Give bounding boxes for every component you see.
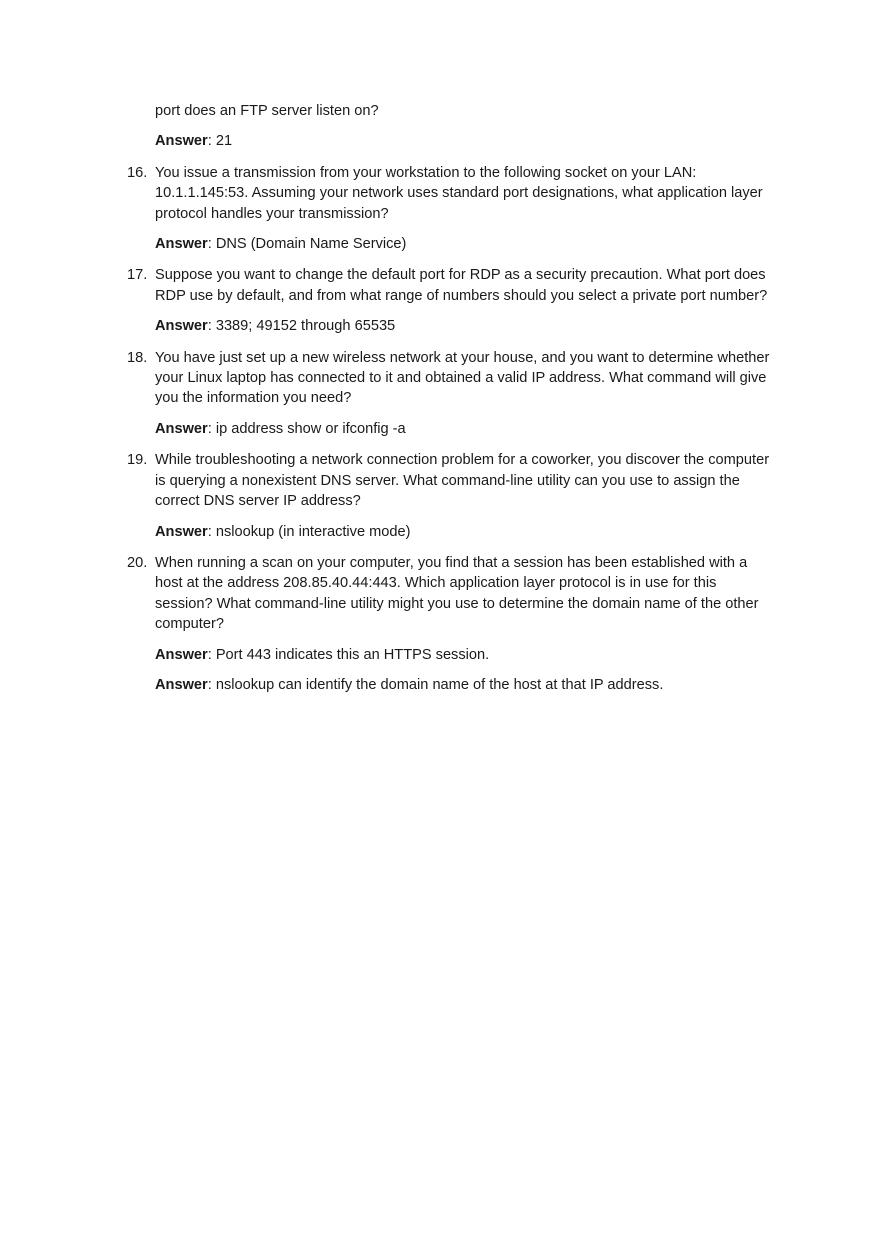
question-number: 16.: [127, 164, 148, 181]
page-content: [127, 101, 777, 695]
question-number: 18.: [127, 349, 148, 366]
question-18: [127, 348, 777, 409]
question-17: [127, 265, 777, 306]
question-number: 17.: [127, 267, 148, 284]
answer-text: : nslookup (in interactive mode): [207, 523, 411, 540]
answer-19: [127, 522, 777, 542]
answer-16: [127, 234, 777, 254]
question-16: [127, 163, 777, 224]
question-number: 19.: [127, 452, 148, 469]
answer-15: [127, 131, 777, 151]
answer-label: Answer: [155, 133, 208, 150]
answer-label: Answer: [155, 318, 208, 335]
question-number: 20.: [127, 554, 148, 571]
question-text: Suppose you want to change the default port for RDP as a security precaution. What port does RDP use by default, and from what range of numbers should you select a private port number?: [155, 267, 768, 304]
answer-20-b: [127, 675, 777, 695]
question-19: [127, 450, 777, 511]
answer-text: : DNS (Domain Name Service): [207, 236, 407, 253]
question-text: You have just set up a new wireless network at your house, and you want to determine whether your Linux laptop has connected to it and obtained a valid IP address. What command will give you the information you need?: [155, 349, 770, 407]
answer-text: : 3389; 49152 through 65535: [207, 318, 396, 335]
answer-label: Answer: [155, 420, 208, 437]
answer-label: Answer: [155, 676, 208, 693]
answer-18: [127, 419, 777, 439]
answer-text: : Port 443 indicates this an HTTPS session.: [207, 646, 490, 663]
question-text: You issue a transmission from your workstation to the following socket on your LAN: 10.1.1.145:53. Assuming your network uses standard port designations, what application layer protocol handles your transmission?: [155, 164, 763, 222]
answer-label: Answer: [155, 523, 208, 540]
question-text: While troubleshooting a network connection problem for a coworker, you discover the computer is querying a nonexistent DNS server. What command-line utility can you use to assign the correct DNS server IP address?: [155, 452, 770, 510]
answer-text: : ip address show or ifconfig -a: [207, 420, 406, 437]
question-text: When running a scan on your computer, you find that a session has been established with a host at the address 208.85.40.44:443. Which application layer protocol is in use for this session? What command-line utility might you use to determine the domain name of the other computer?: [155, 554, 759, 633]
question-15-tail: port does an FTP server listen on?: [155, 103, 379, 119]
answer-label: Answer: [155, 646, 208, 663]
question-20: [127, 553, 777, 635]
answer-label: Answer: [155, 236, 208, 253]
answer-text: : nslookup can identify the domain name of the host at that IP address.: [207, 676, 664, 693]
answer-20-a: [127, 645, 777, 665]
answer-17: [127, 316, 777, 336]
answer-text: : 21: [207, 133, 233, 150]
